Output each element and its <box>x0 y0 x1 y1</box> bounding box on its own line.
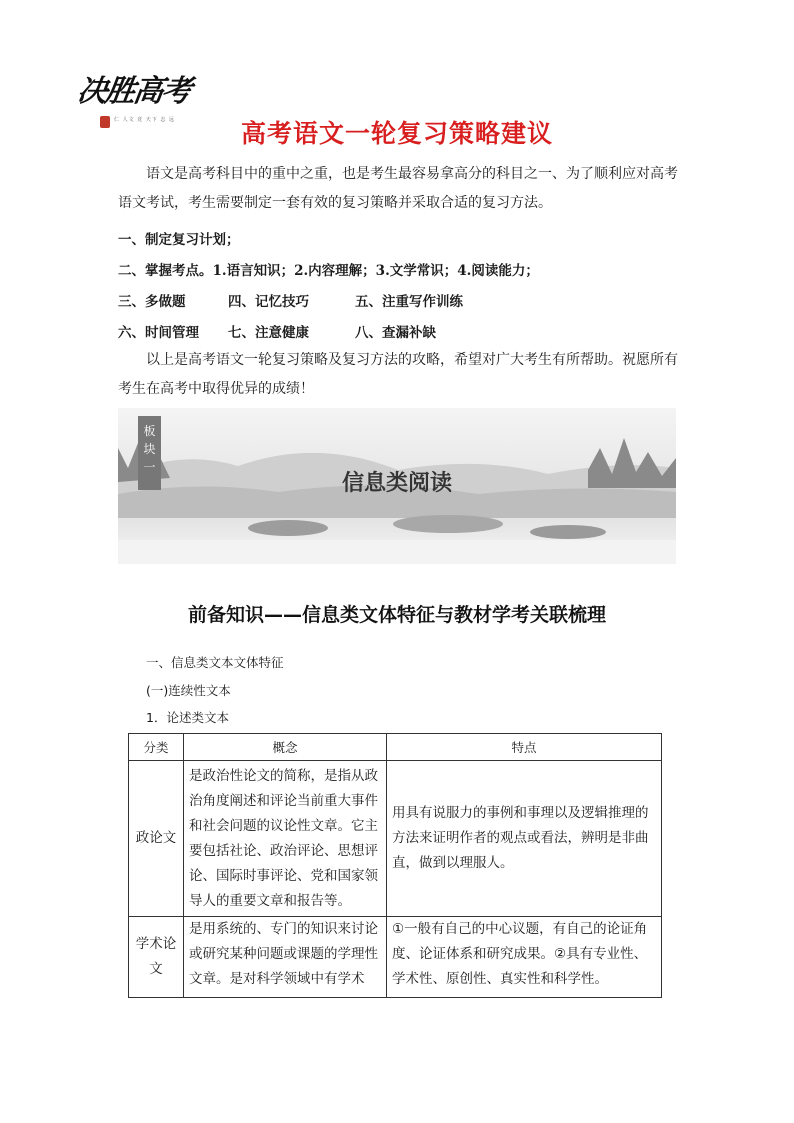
row-feature: ①一般有自己的中心议题，有自己的论证角度、论证体系和研究成果。②具有专业性、学术性、原创性、真实性和科学性。 <box>392 921 648 987</box>
point-practice: 三、多做题 <box>118 294 186 310</box>
logo-subtitle: 仁 人文 竞 天下 志 远 <box>114 117 175 123</box>
row-feature: 用具有说服力的事例和事理以及逻辑推理的方法来证明作者的观点或看法，辨明是非曲直，做到以理服人。 <box>392 805 649 871</box>
row-concept: 是用系统的、专门的知识来讨论或研究某种问题或课题的学理性文章。是对科学领域中有学术 <box>189 921 378 987</box>
tag-char-2: 块 <box>143 442 156 456</box>
table-row <box>129 917 662 998</box>
point-knowledge: 二、掌握考点。1.语言知识；2.内容理解；3.文学常识；4.阅读能力； <box>118 263 539 279</box>
table-header-row <box>129 734 662 761</box>
header-category: 分类 <box>129 734 184 761</box>
row-concept: 是政治性论文的简称，是指从政治角度阐述和评论当前重大事件和社会问题的议论性文章。它主要包括社论、政治评论、思想评论、国际时事评论、党和国家领导人的重要文章和报告等。 <box>189 767 378 909</box>
section-heading: 前备知识——信息类文体特征与教材学考关联梳理 <box>187 604 606 626</box>
section-banner <box>118 408 676 564</box>
intro-paragraph: 语文是高考科目中的重中之重，也是考生最容易拿高分的科目之一、为了顺利应对高考语文考试，考生需要制定一套有效的复习策略并采取合适的复习方法。 <box>118 166 678 211</box>
tag-char-3: 一 <box>143 460 156 474</box>
header-concept: 概念 <box>184 734 387 761</box>
point-time: 六、时间管理 <box>118 325 199 341</box>
subheading-1: 一、信息类文本文体特征 <box>146 655 284 670</box>
logo-text: 决胜高考 <box>75 74 192 109</box>
conclusion-paragraph: 以上是高考语文一轮复习策略及复习方法的攻略，希望对广大考生有所帮助。祝愿所有考生在高考中取得优异的成绩！ <box>118 352 678 397</box>
point-writing: 五、注重写作训练 <box>355 294 463 310</box>
header-feature: 特点 <box>387 734 662 761</box>
row-category: 学术论文 <box>135 936 177 977</box>
point-health: 七、注意健康 <box>228 325 309 341</box>
banner-title: 信息类阅读 <box>341 471 452 496</box>
row-category: 政论文 <box>135 830 177 846</box>
subheading-2: (一)连续性文本 <box>146 683 231 698</box>
point-memory: 四、记忆技巧 <box>228 294 309 310</box>
subheading-3: 1．论述类文本 <box>146 710 229 725</box>
table-row <box>129 761 662 917</box>
text-type-table <box>128 733 662 998</box>
point-gaps: 八、查漏补缺 <box>355 325 436 341</box>
document-title: 高考语文一轮复习策略建议 <box>240 119 553 148</box>
point-plan: 一、制定复习计划； <box>118 232 240 248</box>
tag-char-1: 板 <box>143 424 156 438</box>
